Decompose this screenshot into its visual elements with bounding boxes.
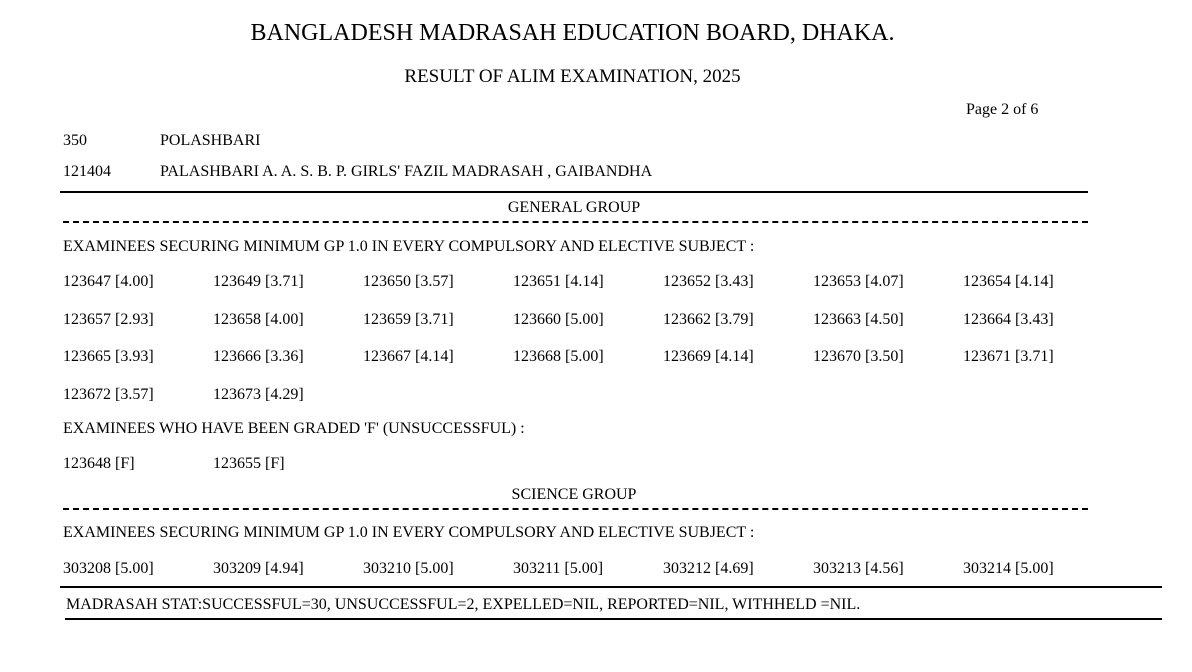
science-passed-heading: EXAMINEES SECURING MINIMUM GP 1.0 IN EVERY COMPULSORY AND ELECTIVE SUBJECT : — [63, 524, 755, 541]
general-group-title: GENERAL GROUP — [507, 199, 641, 216]
examinee-result: 123666 [3.36] — [213, 348, 304, 365]
examinee-result: 123649 [3.71] — [213, 273, 304, 290]
examinee-result: 123664 [3.43] — [963, 310, 1054, 328]
general-passed-heading: EXAMINEES SECURING MINIMUM GP 1.0 IN EVERY COMPULSORY AND ELECTIVE SUBJECT : — [63, 238, 755, 255]
examinee-result: 123647 [4.00] — [63, 273, 154, 290]
examinee-failed: 123648 [F] — [63, 455, 135, 472]
examinee-result: 123662 [3.79] — [663, 310, 754, 328]
center-name: POLASHBARI — [160, 132, 261, 149]
center-code: 350 — [63, 132, 87, 149]
examinee-result: 303212 [4.69] — [663, 560, 754, 577]
examinee-result: 123658 [4.00] — [213, 310, 304, 328]
examinee-result: 123651 [4.14] — [513, 273, 604, 290]
examinee-result: 303214 [5.00] — [963, 560, 1054, 577]
examinee-result: 123670 [3.50] — [813, 348, 904, 365]
examinee-failed: 123655 [F] — [213, 455, 285, 472]
examinee-result: 123657 [2.93] — [63, 310, 154, 328]
dashed-divider — [63, 508, 1088, 510]
examinee-result: 123667 [4.14] — [363, 348, 454, 365]
examinee-result: 123652 [3.43] — [663, 273, 754, 290]
examinee-result: 123660 [5.00] — [513, 310, 604, 328]
result-title: RESULT OF ALIM EXAMINATION, 2025 — [404, 66, 741, 87]
examinee-result: 123672 [3.57] — [63, 385, 154, 403]
examinee-result: 303213 [4.56] — [813, 560, 904, 577]
divider — [60, 586, 1162, 588]
general-failed-heading: EXAMINEES WHO HAVE BEEN GRADED 'F' (UNSUCCESSFUL) : — [63, 420, 525, 437]
board-title: BANGLADESH MADRASAH EDUCATION BOARD, DHAKA. — [250, 20, 895, 46]
science-group-title: SCIENCE GROUP — [511, 486, 637, 503]
examinee-result: 123671 [3.71] — [963, 348, 1054, 365]
examinee-result: 123653 [4.07] — [813, 273, 904, 290]
examinee-result: 123668 [5.00] — [513, 348, 604, 365]
examinee-result: 123650 [3.57] — [363, 273, 454, 290]
divider — [65, 618, 1162, 620]
examinee-result: 123669 [4.14] — [663, 348, 754, 365]
examinee-result: 123673 [4.29] — [213, 385, 304, 403]
divider — [60, 191, 1088, 193]
science-passed-list — [63, 559, 1113, 597]
madrasah-stat: MADRASAH STAT:SUCCESSFUL=30, UNSUCCESSFUL=2, EXPELLED=NIL, REPORTED=NIL, WITHHELD =NIL. — [66, 596, 861, 613]
examinee-result: 123665 [3.93] — [63, 348, 154, 365]
dashed-divider — [63, 221, 1088, 223]
examinee-result: 123659 [3.71] — [363, 310, 454, 328]
examinee-result: 303210 [5.00] — [363, 560, 454, 577]
examinee-result: 123654 [4.14] — [963, 273, 1054, 290]
general-passed-list — [63, 272, 1113, 422]
examinee-result: 303211 [5.00] — [513, 560, 604, 577]
examinee-result: 303209 [4.94] — [213, 560, 304, 577]
madrasah-name: PALASHBARI A. A. S. B. P. GIRLS' FAZIL MADRASAH , GAIBANDHA — [160, 163, 653, 180]
examinee-result: 123663 [4.50] — [813, 310, 904, 328]
madrasah-code: 121404 — [63, 163, 111, 180]
page-indicator: Page 2 of 6 — [966, 101, 1039, 118]
examinee-result: 303208 [5.00] — [63, 560, 154, 577]
